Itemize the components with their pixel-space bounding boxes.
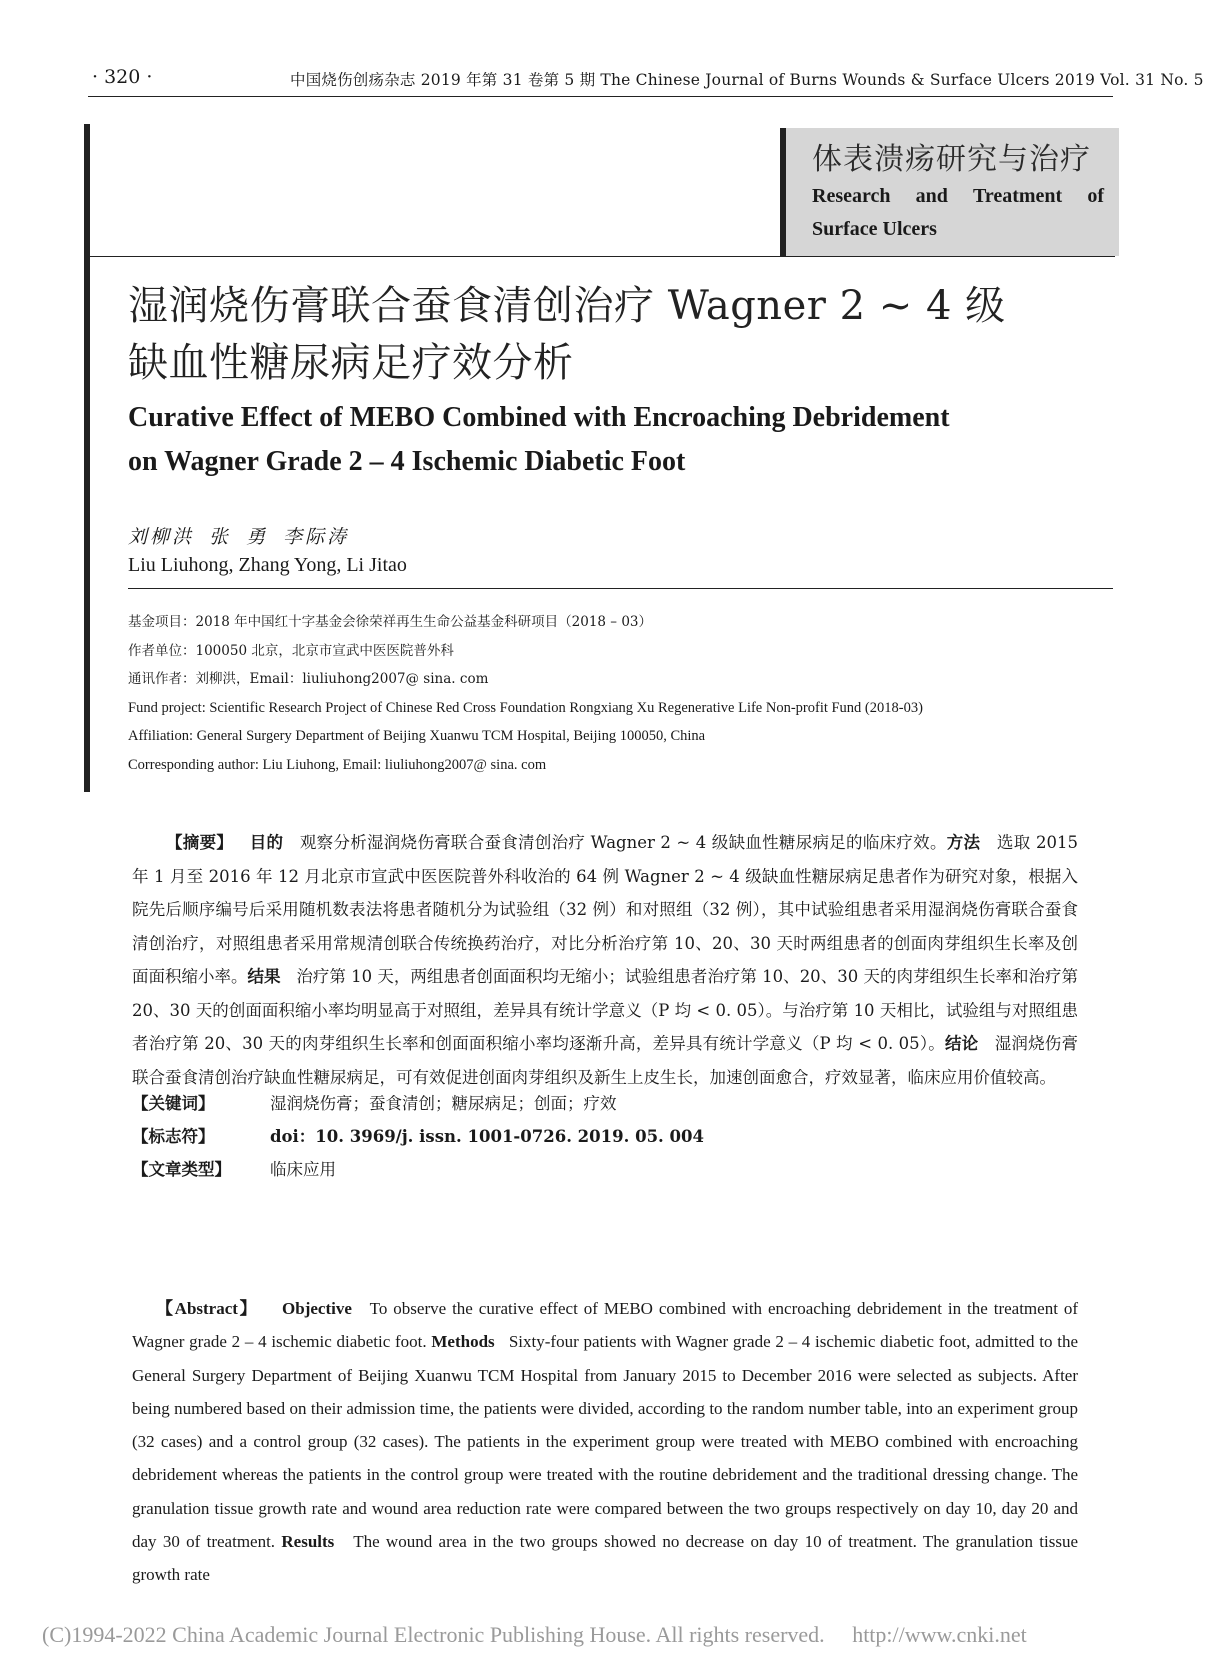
title-en-line2: on Wagner Grade 2 – 4 Ischemic Diabetic Foot <box>128 446 686 477</box>
article-type-line <box>132 1156 336 1180</box>
title-zh-line2: 缺血性糖尿病足疗效分析 <box>128 340 574 386</box>
corresponding-zh: 通讯作者：刘柳洪，Email：liuliuhong2007@ sina. com <box>128 671 489 687</box>
column-title-zh: 体表溃疡研究与治疗 <box>812 142 1091 177</box>
title-en <box>128 396 1088 484</box>
title-zh <box>128 278 1088 392</box>
abstract-en <box>132 1292 1078 1592</box>
objective-zh: 观察分析湿润烧伤膏联合蚕食清创治疗 Wagner 2 ~ 4 级缺血性糖尿病足的临床疗效。 <box>299 833 947 852</box>
header-rule <box>88 96 1113 97</box>
title-en-line1: Curative Effect of MEBO Combined with Encroaching Debridement <box>128 402 950 433</box>
methods-label-zh: 方法 <box>946 833 981 852</box>
fund-zh: 基金项目：2018 年中国红十字基金会徐荣祥再生生命公益基金科研项目（2018 – 03） <box>128 614 653 630</box>
copyright-text: (C)1994-2022 China Academic Journal Electronic Publishing House. All rights reserved. <box>42 1622 825 1647</box>
footer-copyright <box>42 1622 1027 1648</box>
corresponding-en: Corresponding author: Liu Liuhong, Email: liuliuhong2007@ sina. com <box>128 756 547 773</box>
methods-zh: 选取 2015 年 1 月至 2016 年 12 月北京市宣武中医医院普外科收治的 64 例 Wagner 2 ~ 4 级缺血性糖尿病足患者作为研究对象，根据入院先后顺序编号后采用随机数表法将患者随机分为试验组（32 例）和对照组（32 例），其中试验组患者采用湿润烧伤膏联合蚕食清创治疗，对照组患者采用常规清创联合传统换药治疗，对比分析治疗第 10、20、30 天时两组患者的创面肉芽组织生长率及创面面积缩小率。 <box>132 833 1078 986</box>
doi-line <box>132 1123 704 1147</box>
results-label-en: Results <box>281 1532 335 1552</box>
title-zh-line1: 湿润烧伤膏联合蚕食清创治疗 Wagner 2 ~ 4 级 <box>128 283 1006 329</box>
objective-en: To observe the curative effect of MEBO combined with encroaching debridement in the treatment of Wagner grade 2 – 4 ischemic diabetic foot. <box>132 1299 1078 1352</box>
abstract-zh <box>132 826 1078 1094</box>
methods-en: Sixty-four patients with Wagner grade 2 – 4 ischemic diabetic foot, admitted to the General Surgery Department of Beijing Xuanwu TCM Hospital from January 2015 to December 2016 were selected as subjects. After being numbered based on their admission time, the patients were divided, according to the random number table, into an experiment group (32 cases) and a control group (32 cases). The patients in the experiment group were treated with MEBO combined with encroaching debridement whereas the patients in the control group were treated with the routine debridement and the traditional dressing change. The granulation tissue growth rate and wound area reduction rate were compared between the two groups respectively on day 10, day 20 and day 30 of treatment. <box>132 1332 1078 1552</box>
column-word: Treatment <box>972 185 1063 207</box>
conclusion-zh: 湿润烧伤膏联合蚕食清创治疗缺血性糖尿病足，可有效促进创面肉芽组织及新生上皮生长，加速创面愈合，疗效显著，临床应用价值较高。 <box>132 1034 1079 1087</box>
column-word: of <box>1087 185 1104 207</box>
keywords: 湿润烧伤膏；蚕食清创；糖尿病足；创面；疗效 <box>270 1094 617 1113</box>
column-word: and <box>915 185 948 207</box>
results-en: The wound area in the two groups showed no decrease on day 10 of treatment. The granulation tissue growth rate <box>132 1532 1078 1585</box>
running-head: 中国烧伤创疡杂志 2019 年第 31 卷第 5 期 The Chinese Journal of Burns Wounds & Surface Ulcers 2019 Vol. 31 No. 5 <box>290 71 1204 89</box>
objective-label-zh: 目的 <box>249 833 284 852</box>
column-word: Research <box>812 185 891 207</box>
column-label <box>812 134 1112 246</box>
results-zh: 治疗第 10 天，两组患者创面面积均无缩小；试验组患者治疗第 10、20、30 天的肉芽组织生长率和治疗第 20、30 天的创面面积缩小率均明显高于对照组，差异具有统计学意义（P 均 < 0. 05）。与治疗第 10 天相比，试验组与对照组患者治疗第 20、30 天的肉芽组织生长率和创面面积缩小率均逐渐升高，差异具有统计学意义（P 均 < 0. 05）。 <box>132 967 1078 1053</box>
keywords-label: 【关键词】 <box>132 1094 215 1113</box>
column-title-en-line2: Surface Ulcers <box>812 218 937 240</box>
authors-rule <box>128 588 1113 589</box>
page-number: · 320 · <box>92 66 153 88</box>
fund-en: Fund project: Scientific Research Project of Chinese Red Cross Foundation Rongxiang Xu Regenerative Life Non-profit Fund (2018-03) <box>128 699 923 716</box>
affiliation-en: Affiliation: General Surgery Department of Beijing Xuanwu TCM Hospital, Beijing 100050, China <box>128 728 706 744</box>
results-label-zh: 结果 <box>247 967 281 986</box>
keywords-line <box>132 1090 617 1114</box>
article-type: 临床应用 <box>270 1160 336 1179</box>
authors-zh: 刘柳洪 张 勇 李际涛 <box>128 526 350 548</box>
methods-label-en: Methods <box>431 1332 495 1352</box>
cnki-link[interactable]: http://www.cnki.net <box>852 1622 1027 1647</box>
objective-label-en: Objective <box>282 1299 352 1318</box>
article-type-label: 【文章类型】 <box>132 1160 231 1179</box>
left-margin-bar <box>84 124 90 792</box>
article-info <box>128 608 1108 779</box>
column-title-en <box>812 180 1112 246</box>
title-top-rule <box>90 256 1115 257</box>
abstract-zh-label: 【摘要】 <box>166 833 234 852</box>
doi-label: 【标志符】 <box>132 1127 215 1146</box>
abstract-en-label: 【Abstract】 <box>156 1299 259 1318</box>
doi: doi：10. 3969/j. issn. 1001-0726. 2019. 05. 004 <box>270 1127 704 1146</box>
conclusion-label-zh: 结论 <box>944 1034 979 1053</box>
authors-en: Liu Liuhong, Zhang Yong, Li Jitao <box>128 554 407 576</box>
affiliation-zh: 作者单位：100050 北京，北京市宣武中医医院普外科 <box>128 642 454 659</box>
